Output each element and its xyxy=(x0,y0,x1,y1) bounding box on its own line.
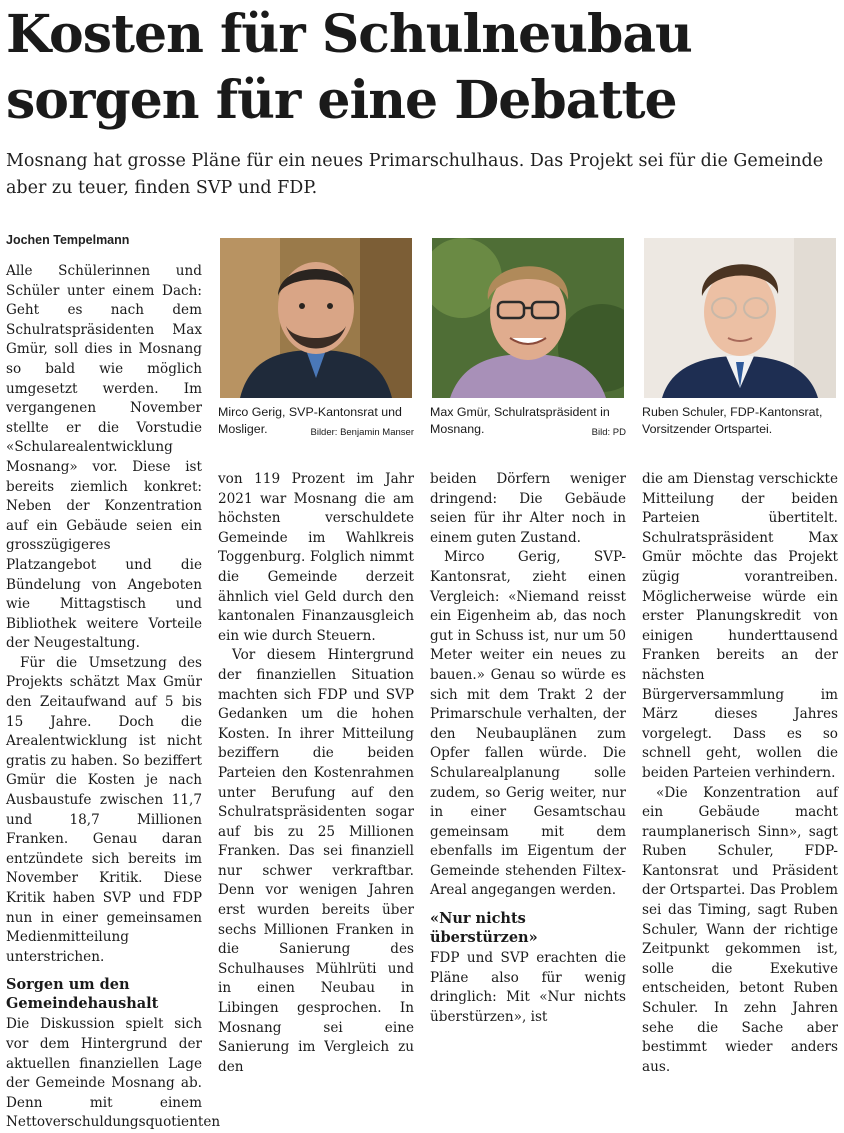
caption-text: Ruben Schuler, FDP-Kantonsrat, Vorsitzender Ortspartei. xyxy=(642,405,823,436)
body-paragraph: Vor diesem Hintergrund der finanziellen Situation machten sich FDP und SVP Gedanken um die hohen Kosten. In ihrer Mitteilung beziffern die beiden Parteien den Kostenrahmen unter Berufung auf den Schulratspräsidenten sogar auf bis zu 25 Millionen Franken. Das sei finanziell nur schwer verkraftbar. Denn vor wenigen Jahren erst wurden bereits über sechs Millionen Franken in die Sanierung des Schulhauses Mühlrüti und in einen Neubau in Libingen gesprochen. In Mosnang sei eine Sanierung im Vergleich zu den xyxy=(218,647,414,1075)
article-column-3 xyxy=(430,470,626,1027)
portrait-photo-max-gmuer xyxy=(432,238,624,398)
photo-caption xyxy=(642,404,838,438)
portrait-photo xyxy=(220,238,412,398)
body-paragraph: beiden Dörfern weniger dringend: Die Gebäude seien für ihr Alter noch in einem guten Zustand. xyxy=(430,471,626,546)
body-paragraph: Alle Schülerinnen und Schüler unter einem Dach: Geht es nach dem Schulratspräsidenten Max Gmür, soll dies in Mosnang so bald wie möglich umgesetzt werden. Im vergangenen November stellte er die Vorstudie «Schularealentwicklung Mosnang» vor. Diese ist bereits ziemlich konkret: Neben der Konzentration auf ein Gebäude seien ein grosszügigeres Platzangebot und die Bündelung von Angeboten wie Mittagstisch und Bibliothek weitere Vorteile der Neugestaltung. xyxy=(6,263,202,652)
lead-paragraph: Mosnang hat grosse Pläne für ein neues Primarschulhaus. Das Projekt sei für die Gemeinde aber zu teuer, finden SVP und FDP. xyxy=(6,151,824,198)
photo-caption xyxy=(430,404,626,441)
author-byline: Jochen Tempelmann xyxy=(6,233,130,247)
headline: Kosten für Schulneubau sorgen für eine Debatte xyxy=(6,4,692,131)
subheading: Sorgen um den Gemeindehaushalt xyxy=(6,976,159,1013)
article-column-4 xyxy=(642,470,838,1077)
body-paragraph: Die Diskussion spielt sich vor dem Hintergrund der aktuellen finanziellen Lage der Gemeinde Mosnang ab. Denn mit einem Nettoverschuldungsquotienten xyxy=(6,1016,221,1131)
body-paragraph: Für die Umsetzung des Projekts schätzt Max Gmür den Zeitaufwand auf 5 bis 15 Jahre. Doch die Arealentwicklung ist nicht gratis zu haben. So beziffert Gmür die Kosten je nach Ausbaustufe zwischen 11,7 und 18,7 Millionen Franken. Genau daran entzündete sich bereits im November Kritik. Diese Kritik haben SVP und FDP nun in einer gemeinsamen Medienmitteilung unterstrichen. xyxy=(6,654,202,965)
article-column-1 xyxy=(6,262,221,1133)
body-paragraph: von 119 Prozent im Jahr 2021 war Mosnang die am höchsten verschuldete Gemeinde im Wahlkreis Toggenburg. Folglich nimmt die Gemeinde derzeit ähnlich viel Geld durch den kantonalen Finanzausgleich ein wie durch Steuern. xyxy=(218,471,414,644)
article-column-2 xyxy=(218,470,414,1077)
body-paragraph: «Die Konzentration auf ein Gebäude macht raumplanerisch Sinn», sagt Ruben Schuler, FDP-Kantonsrat und Präsident der Ortspartei. Das Problem sei das Timing, sagt Ruben Schuler, Wann der richtige Zeitpunkt gekommen ist, solle die Exekutive entscheiden, betont Ruben Schuler. In zehn Jahren sehe die Sache aber bestimmt wieder anders aus. xyxy=(642,784,838,1075)
portrait-photo xyxy=(432,238,624,398)
body-paragraph: die am Dienstag verschickte Mitteilung der beiden Parteien übertitelt. Schulratspräsident Max Gmür möchte das Projekt zügig vorantreiben. Möglicherweise würde ein erster Planungskredit von einigen hunderttausend Franken bereits an der nächsten Bürgerversammlung im März dieses Jahres vorgelegt. Dass es so schnell geht, wollen die beiden Parteien verhindern. xyxy=(642,471,838,781)
body-paragraph: Mirco Gerig, SVP-Kantonsrat, zieht einen Vergleich: «Niemand reisst ein Eigenheim ab, das noch gut in Schuss ist, nur um 50 Meter weiter ein neues zu bauen.» Genau so würde es sich mit dem Trakt 2 der Primarschule verhalten, der den Neubauplänen zum Opfer fallen würde. Die Schularealplanung solle zudem, so Gerig weiter, nur in einer Gesamtschau gemeinsam mit dem ebenfalls im Eigentum der Gemeinde stehenden Filtex-Areal angegangen werden. xyxy=(430,549,626,899)
caption-text: Mirco Gerig, SVP-Kantonsrat und Mosliger. xyxy=(218,405,402,436)
portrait-photo xyxy=(644,238,836,398)
subheading: «Nur nichts überstürzen» xyxy=(430,910,538,947)
portrait-photo-ruben-schuler xyxy=(644,238,836,398)
photo-credit: Bilder: Benjamin Manser xyxy=(310,427,414,438)
portrait-photo-mirco-gerig xyxy=(220,238,412,398)
photo-credit: Bild: PD xyxy=(591,427,626,438)
caption-text: Max Gmür, Schulratspräsident in Mosnang. xyxy=(430,405,610,436)
photo-caption xyxy=(218,404,414,441)
body-paragraph: FDP und SVP erachten die Pläne also für wenig dringlich: Mit «Nur nichts überstürzen», ist xyxy=(430,950,626,1025)
